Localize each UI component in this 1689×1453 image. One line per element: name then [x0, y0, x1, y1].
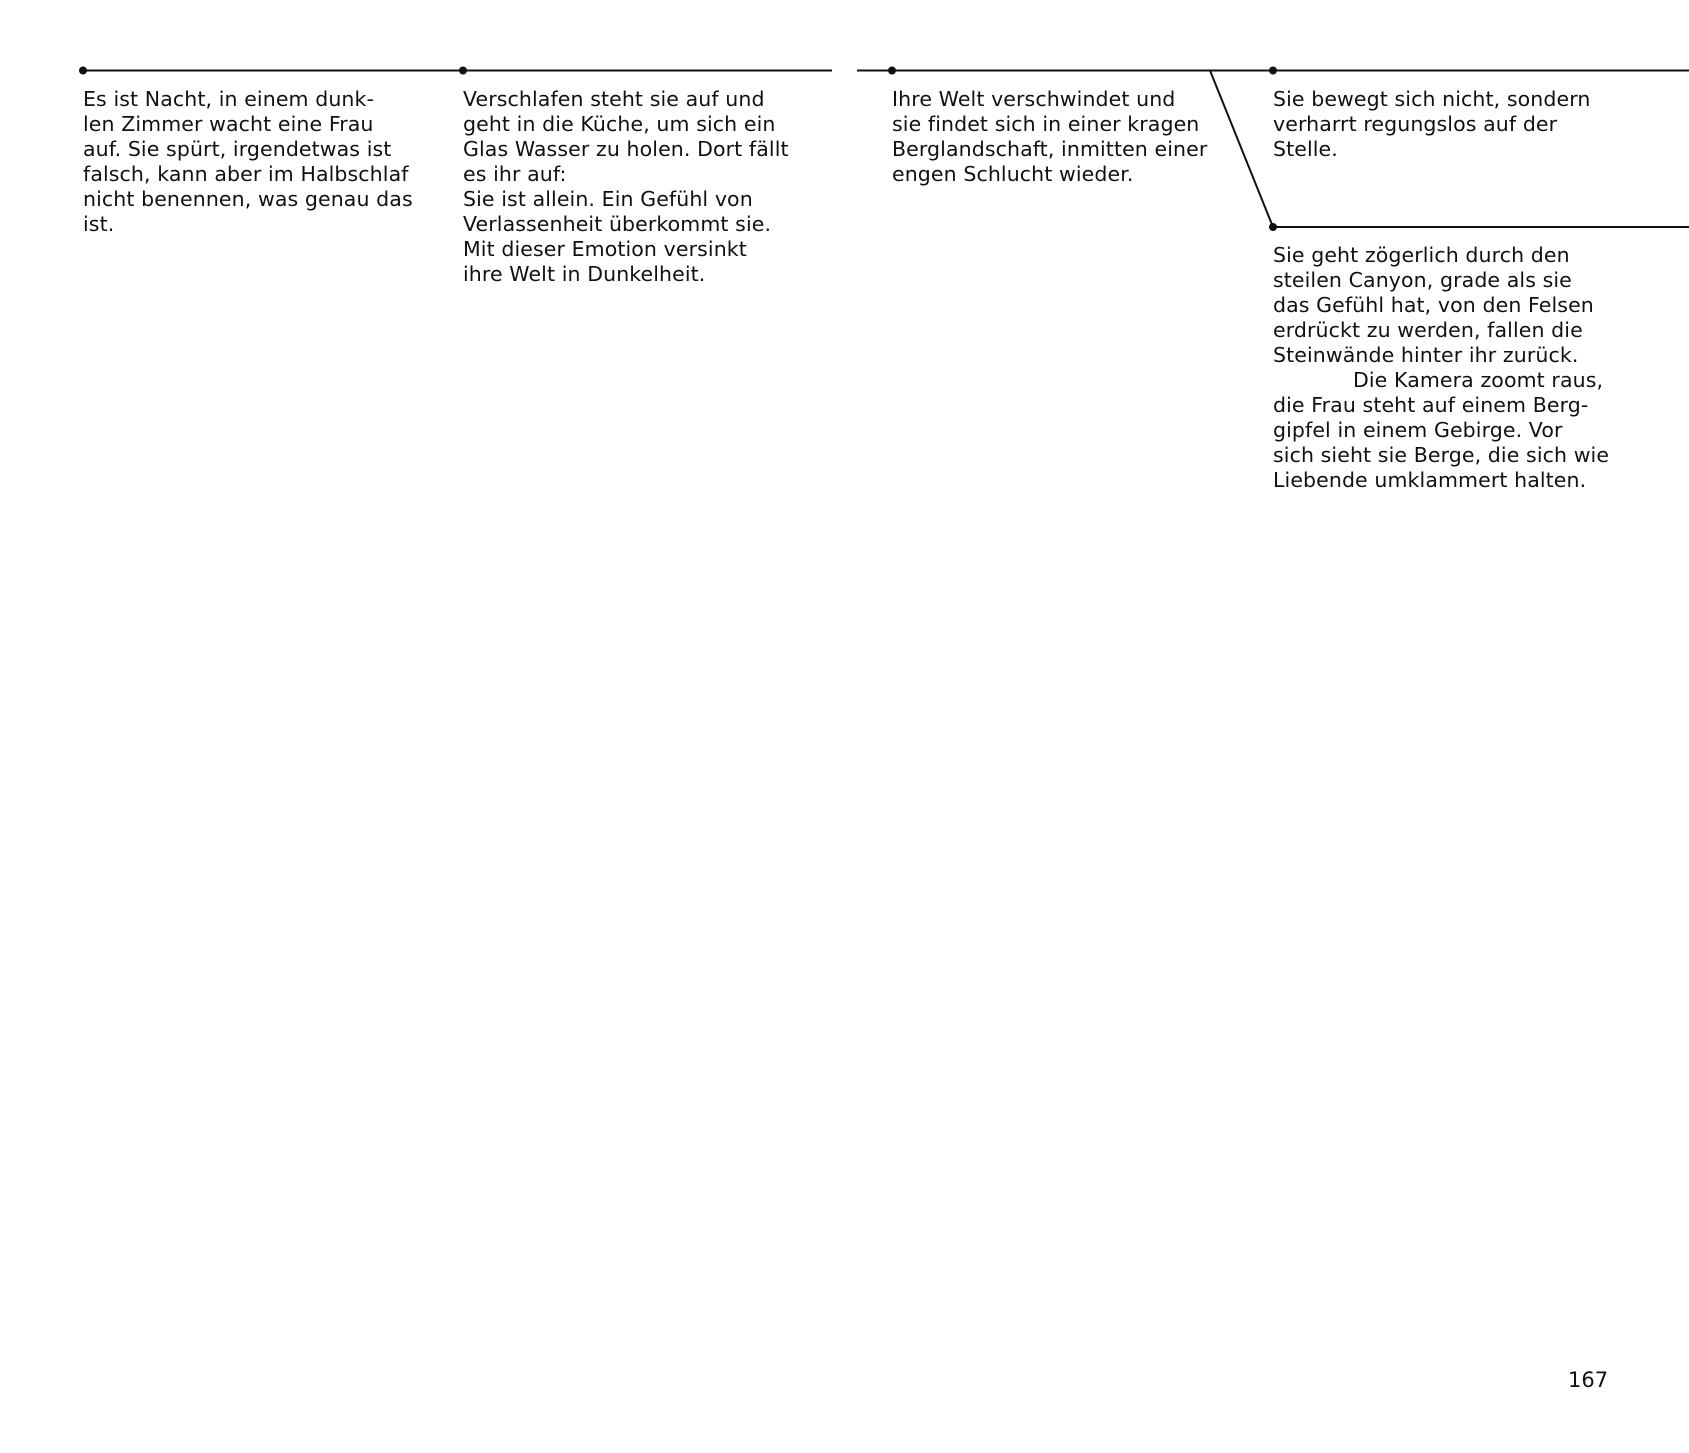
- page-number: 167: [1568, 1368, 1609, 1392]
- timeline-node-1: [79, 67, 87, 75]
- timeline-node-3: [888, 67, 896, 75]
- scene-text-4a: Sie bewegt sich nicht, sondern verharrt regungslos auf der Stelle.: [1273, 87, 1591, 161]
- scene-text-4b-part-1: Sie geht zögerlich durch den steilen Canyon, grade als sie das Gefühl hat, von den Felsen erdrückt zu werden, fallen die Steinwände hinter ihr zurück.: [1273, 243, 1594, 367]
- scene-text-4b: [1273, 243, 1633, 493]
- scene-text-1: Es ist Nacht, in einem dunk- len Zimmer wacht eine Frau auf. Sie spürt, irgendetwas ist falsch, kann aber im Halbschlaf nicht benennen, was genau das ist.: [83, 87, 413, 236]
- timeline-node-5: [1269, 223, 1277, 231]
- scene-text-4b-part-2: Die Kamera zoomt raus, die Frau steht auf einem Berg- gipfel in einem Gebirge. Vor sich sieht sie Berge, die sich wie Liebende umklammert halten.: [1273, 368, 1610, 492]
- scene-text-2: Verschlafen steht sie auf und geht in die Küche, um sich ein Glas Wasser zu holen. Dort fällt es ihr auf: Sie ist allein. Ein Gefühl von Verlassenheit überkommt sie. Mit dieser Emotion versinkt ihre Welt in Dunkelheit.: [463, 87, 789, 286]
- timeline-node-2: [459, 67, 467, 75]
- scene-text-3: Ihre Welt verschwindet und sie findet sich in einer kragen Berglandschaft, inmitten einer engen Schlucht wieder.: [892, 87, 1208, 186]
- timeline-node-4: [1269, 67, 1277, 75]
